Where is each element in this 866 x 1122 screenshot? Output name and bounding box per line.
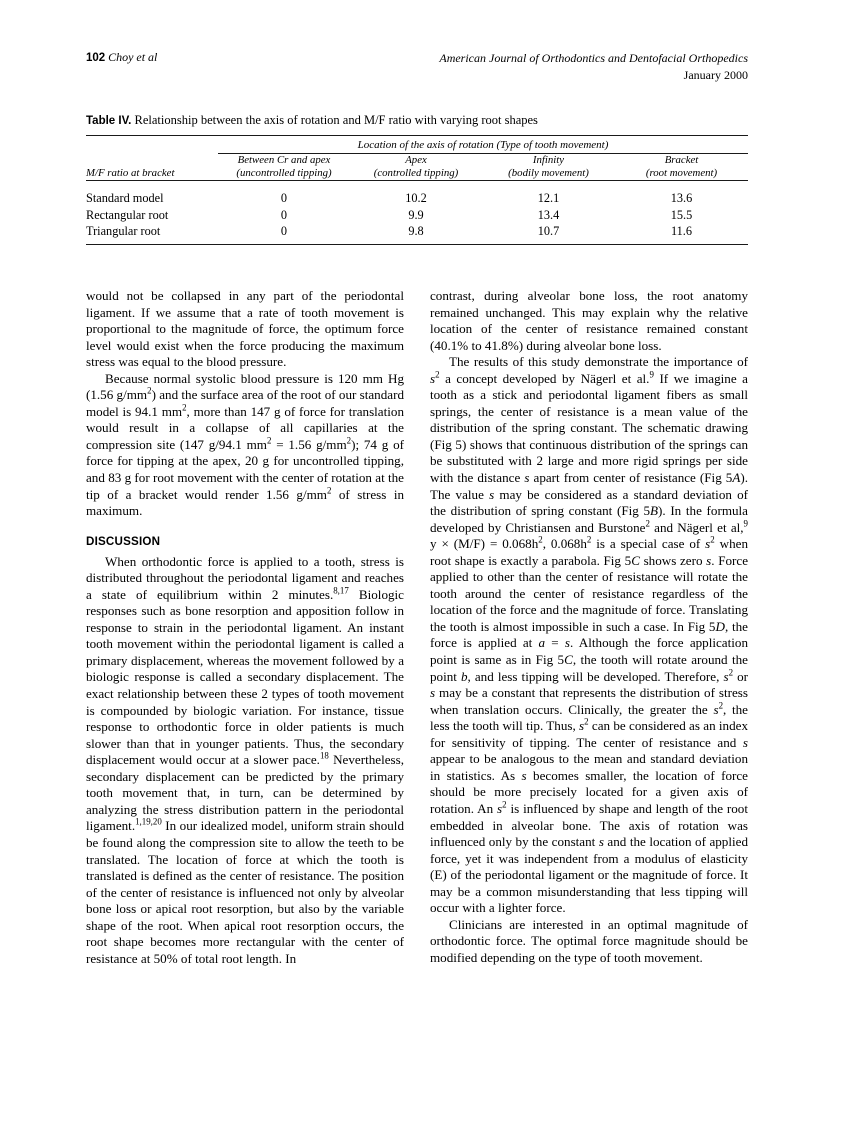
row-1-cell-1: 9.9: [408, 207, 424, 222]
column-title-1: Apex: [405, 154, 427, 166]
column-title-2: Infinity: [532, 154, 565, 166]
row-0-cell-0: 0: [280, 191, 288, 205]
table-span-header-row: [86, 139, 748, 151]
issue-date: January 2000: [683, 68, 748, 82]
running-head: [86, 50, 748, 90]
section-heading-discussion: DISCUSSION: [86, 534, 161, 548]
paragraph-p5: The results of this study demonstrate the importance of $s^2$ a concept developed by Nägerl et al.$^9$ If we imagine a tooth as a stick and periodontal ligament fibers as small springs, the center of resistance is a mean value of the distribution of the spring constant. The schematic drawing (Fig 5) shows that continuous distribution of the springs can be substituted with 2 large and more rigid springs per side with the distance s apart from center of resistance (Fig 5A). The value s may be considered as a standard deviation of the distribution of spring constant (Fig 5B). In the formula developed by Christiansen and Burstone$^2$ and Nägerl et al,$^9$ $y \times (M/F) = 0.068h^2$, $0.068h^2$ is a special case of $s^2$ when root shape is exactly a parabola. Fig 5C shows zero s. Force applied to other than the center of resistance will rotate the tooth around the center of resistance regardless of the location of the force and the magnitude of force. Translating the tooth is almost impossible in such a case. In Fig 5D, the force is applied at a = s. Although the force application point is same as in Fig 5C, the tooth will rotate around the point b, and less tipping will be developed. Therefore, $s^2$ or s may be a constant that represents the distribution of stress when translation occurs. Clinically, the greater the $s^2$, the less the tooth will tip. Thus, $s^2$ can be considered as an index for sensitivity of tipping. The center of resistance and s appear to be analogous to the mean and standard deviation in statistics. As s becomes smaller, the location of force should be more precisely located for a given axis of rotation. An $s^2$ is influenced by shape and length of the root embedded in alveolar bone. The axis of rotation was influenced only by the constant s and the location of applied force, yet it was independent from a modulus of elasticity (E) of the periodontal ligament or the magnitude of force. It may be a common misunderstanding that less tipping will occur with a lighter force.: [430, 354, 749, 916]
column-subtitle-2: (bodily movement): [508, 167, 589, 179]
table-span-header: Location of the axis of rotation (Type of tooth movement): [357, 139, 609, 151]
row-1-cell-0: 0: [280, 207, 288, 222]
table-row: [86, 185, 748, 207]
page-number: 102: [86, 52, 106, 64]
column-left: [86, 288, 404, 967]
row-1-cell-2: 13.4: [537, 207, 560, 222]
span-header-spacer: [86, 139, 218, 151]
row-label-0: Standard model: [86, 191, 164, 205]
paragraph-p6: Clinicians are interested in an optimal magnitude of orthodontic force. The optimal force magnitude should be modified depending on the type of tooth movement.: [430, 916, 748, 965]
column-subtitle-3: (root movement): [645, 167, 718, 179]
paragraph-p3: When orthodontic force is applied to a tooth, stress is distributed throughout the periodontal ligament and reaches a state of equilibrium within 2 minutes.$^{8,17}$ Biologic responses such as bone resorption and apposition follow in response to strain in the periodontal ligament. An instant tooth movement within the periodontal ligament is called a primary displacement, whereas the movement followed by a biologic response is called a secondary displacement. The exact relationship between these 2 types of tooth movement is compounded by biologic variation. For instance, tissue response to orthodontic force in older patients is much slower than that in younger patients. Thus, the secondary displacement would occur at a slower pace.$^{18}$ Nevertheless, secondary displacement can be predicted by the primary tooth movement that, in turn, can be determined by analyzing the stress distribution pattern in the periodontal ligament.$^{1,19,20}$ In our idealized model, uniform strain should be found along the compression site to allow the teeth to be translated. The location of force at which the tooth is translated is defined as the center of resistance. The position of the center of resistance is influenced not only by alveolar bone loss or apical root resorption, but also by the variable shape of the root. When apical root resorption occurs, the root shape becomes more rectangular with the center of resistance at 50% of total root length. In: [86, 553, 404, 966]
table-caption: [86, 113, 748, 129]
journal-title: American Journal of Orthodontics and Dentofacial Orthopedics: [439, 51, 748, 65]
paragraph-p4: contrast, during alveolar bone loss, the root anatomy remained unchanged. This may explain why the relative location of the center of resistance remained constant (40.1% to 41.8%) during alveolar bone loss.: [430, 288, 748, 353]
table-column-header-0: [218, 154, 350, 181]
column-right: [430, 288, 748, 966]
row-label-2: Triangular root: [86, 224, 161, 238]
table-block: [86, 113, 748, 247]
column-title-3: Bracket: [664, 154, 699, 166]
column-subtitle-1: (controlled tipping): [373, 167, 459, 179]
row-0-cell-1: 10.2: [405, 191, 427, 205]
table-caption-text: Relationship between the axis of rotation and M/F ratio with varying root shapes: [134, 113, 538, 127]
table-column-header-2: [482, 154, 615, 181]
row-2-cell-3: 11.6: [670, 224, 693, 238]
row-2-cell-0: 0: [280, 224, 288, 238]
paragraph-p2: Because normal systolic blood pressure is 120 mm Hg (1.56 $g/mm^2$) and the surface area of the root of our standard model is 94.1 $mm^2$, more than 147 g of force for translation would result in a collapse of all capillaries at the compression site (147 g/94.1 $mm^2 = 1.56$ $g/mm^2$); 74 g of force for tipping at the apex, 20 g for uncontrolled tipping, and 83 g for root movement with the center of rotation at the tip of a bracket would render 1.56 $g/mm^2$ of stress in maximum.: [86, 370, 405, 519]
running-head-right: [439, 50, 748, 84]
row-2-cell-2: 10.7: [537, 224, 560, 238]
results-table: [86, 135, 748, 247]
row-0-cell-2: 12.1: [537, 191, 560, 205]
running-head-left: [86, 50, 157, 65]
row-label-1: Rectangular root: [86, 207, 169, 222]
table-column-header-1: [350, 154, 482, 181]
column-subtitle-0: (uncontrolled tipping): [236, 167, 332, 179]
row-1-cell-3: 15.5: [670, 207, 693, 222]
table-label: Table IV.: [86, 115, 132, 127]
table-rule-bottom: [86, 244, 748, 247]
table-column-header-row: [86, 154, 748, 181]
column-title-0: Between Cr and apex: [237, 154, 331, 166]
table-row: [86, 223, 748, 244]
table-stub-header: M/F ratio at bracket: [86, 167, 175, 179]
row-0-cell-3: 13.6: [670, 191, 693, 205]
table-row: [86, 207, 748, 224]
row-2-cell-1: 9.8: [408, 224, 424, 238]
running-head-authors: Choy et al: [108, 50, 158, 64]
table-column-header-3: [615, 154, 748, 181]
paragraph-p1: would not be collapsed in any part of the periodontal ligament. If we assume that a rate of tooth movement is proportional to the magnitude of force, the optimum force level would exist when the force producing the maximum stress was equal to the blood pressure.: [86, 288, 404, 370]
